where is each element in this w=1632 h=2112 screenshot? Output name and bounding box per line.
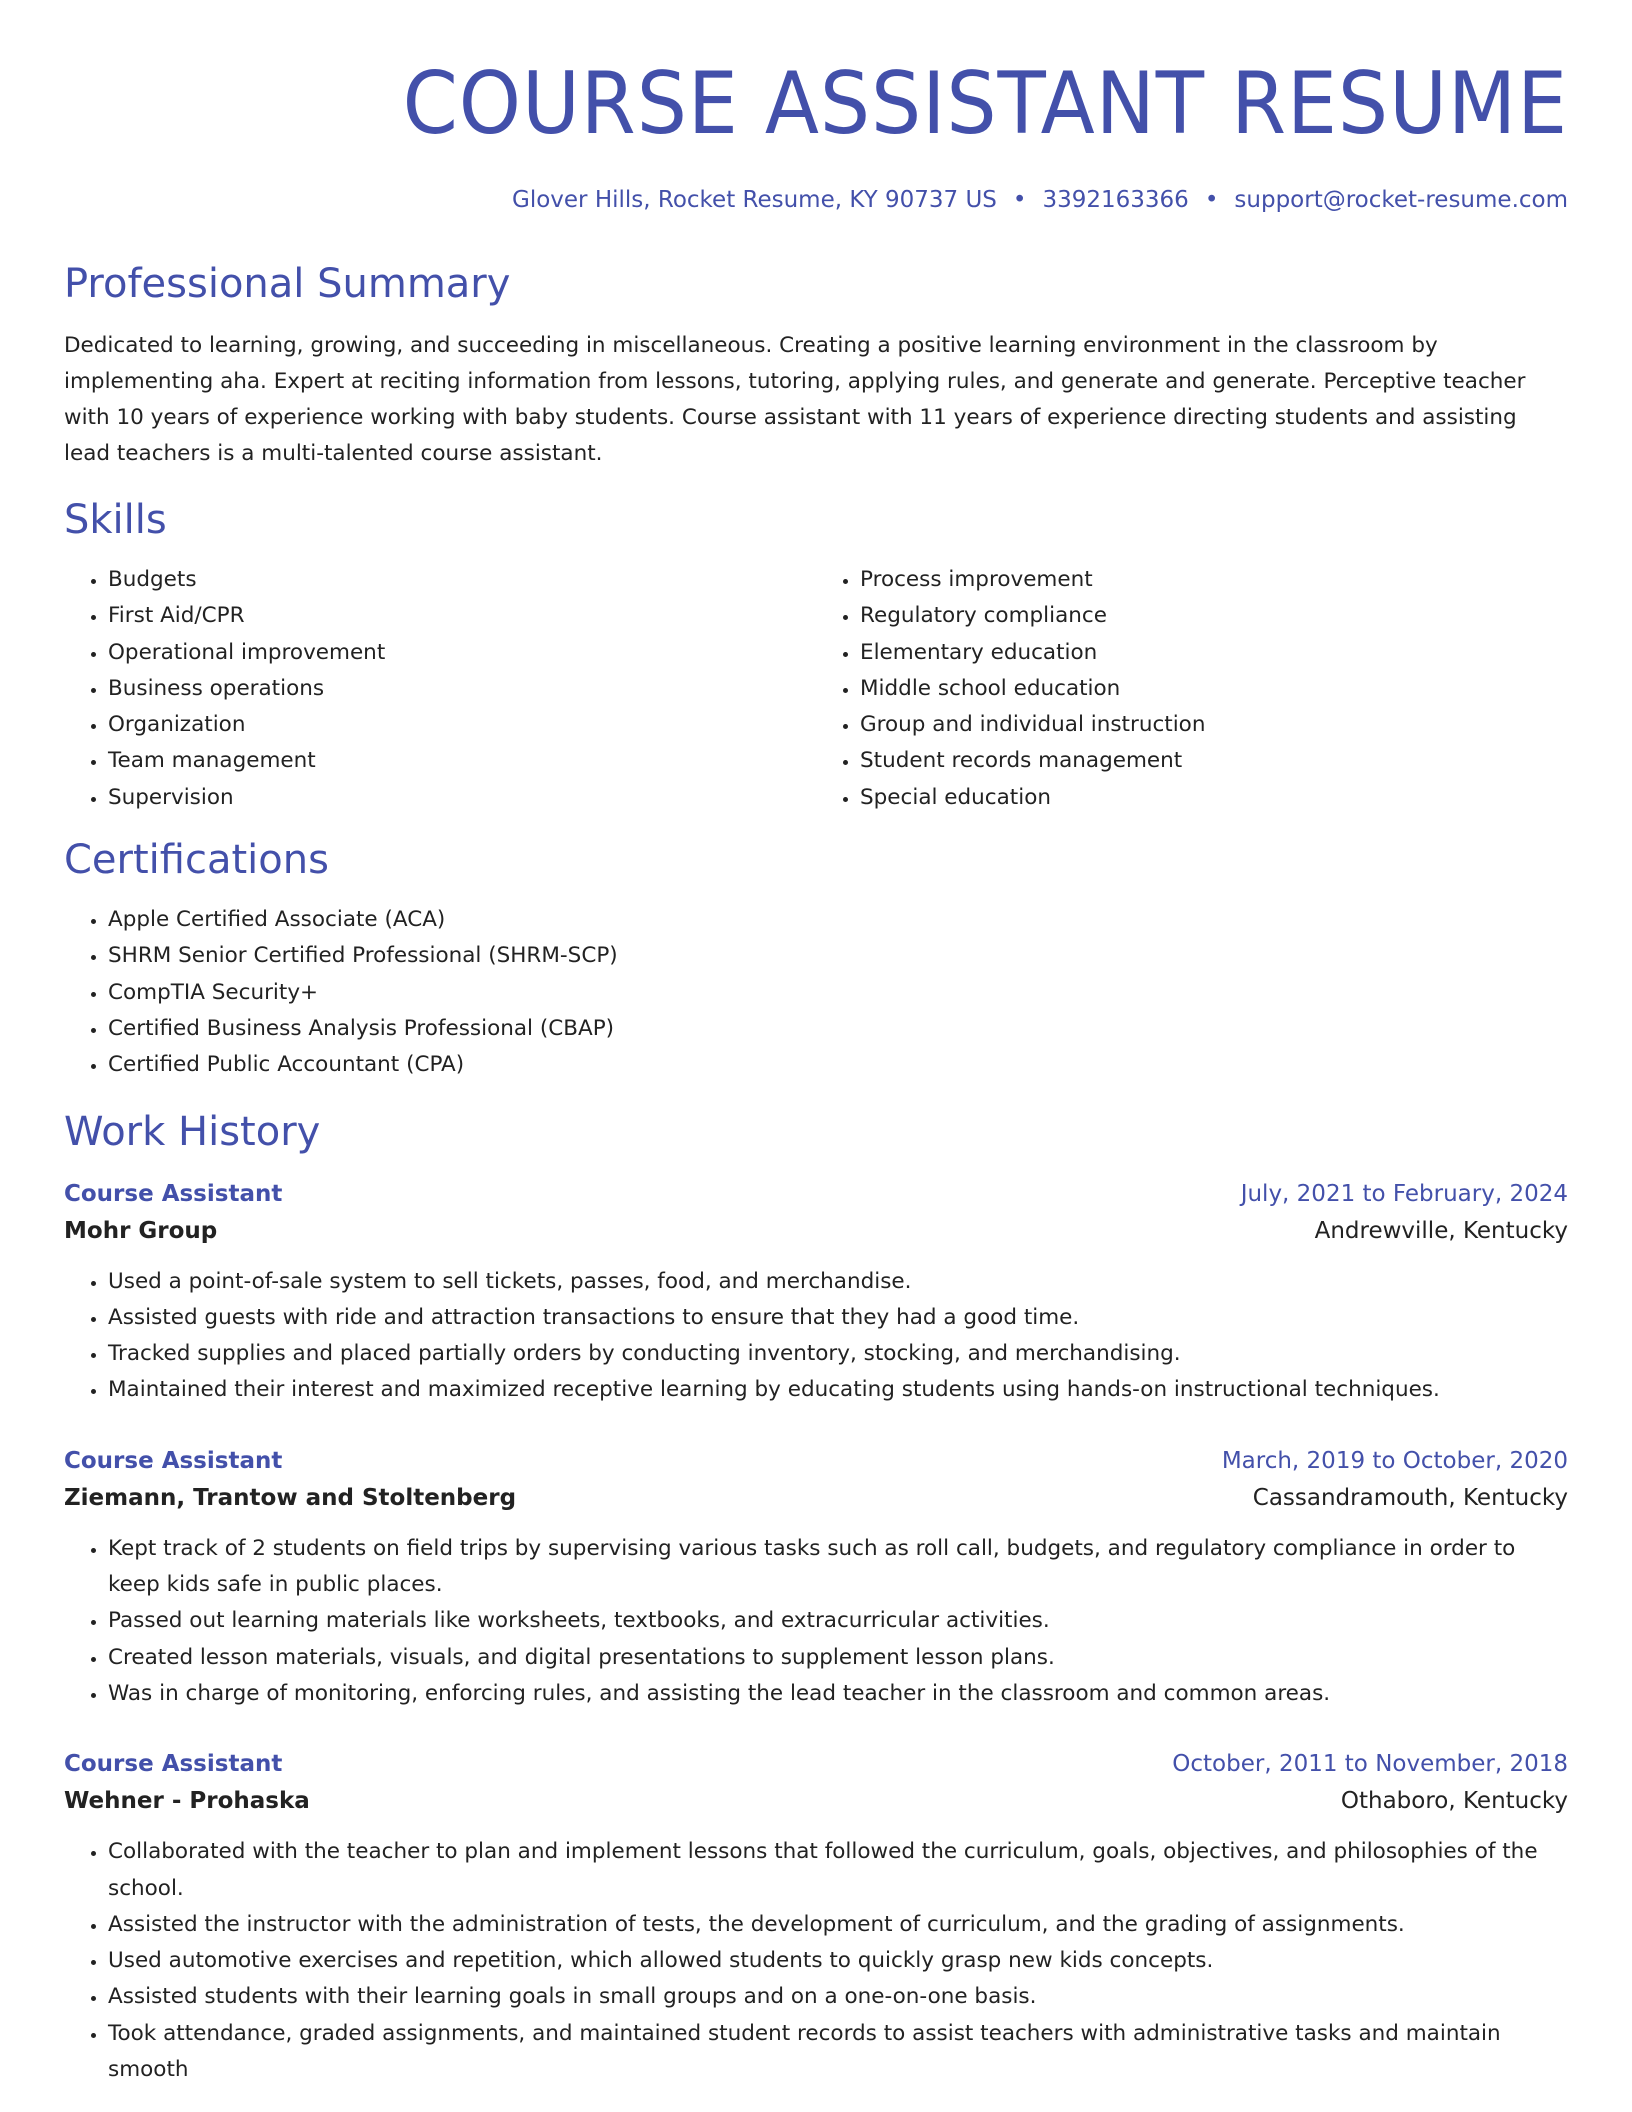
certification-item: • Apple Certified Associate (ACA) [108,902,1568,938]
skill-item: • Regulatory compliance [860,598,1568,634]
work-history-heading: Work History [64,1108,321,1155]
job-location: Andrewville, Kentucky [1314,1217,1568,1244]
job-bullet: • Was in charge of monitoring, enforcing rules, and assisting the lead teacher in the classroom and common areas. [108,1676,1568,1712]
job-header-row [64,1176,1568,1212]
certification-item: • Certified Business Analysis Professional (CBAP) [108,1011,1568,1047]
job-header-row [64,1746,1568,1782]
skill-item: • Budgets [108,562,816,598]
job-bullet: • Tracked supplies and placed partially orders by conducting inventory, stocking, and merchandising. [108,1336,1568,1372]
skill-item: • Group and individual instruction [860,707,1568,743]
job-location: Cassandramouth, Kentucky [1252,1484,1568,1511]
certifications-list [64,902,1568,1083]
job-entry [64,1443,1568,1712]
skills-column-left [64,562,816,816]
contact-phone: 3392163366 [1042,187,1189,213]
skill-item: • Operational improvement [108,635,816,671]
contact-line [64,184,1568,216]
job-bullet: • Assisted guests with ride and attraction transactions to ensure that they had a good time. [108,1300,1568,1336]
job-company-row [64,1782,1568,1820]
skill-item: • Elementary education [860,635,1568,671]
job-company: Ziemann, Trantow and Stoltenberg [64,1484,517,1511]
job-dates: July, 2021 to February, 2024 [1240,1180,1568,1207]
job-title: Course Assistant [64,1180,283,1207]
summary-heading: Professional Summary [64,261,511,307]
contact-separator: • [1204,187,1219,213]
contact-email[interactable]: support@rocket-resume.com [1234,187,1568,213]
skills-column-right [816,562,1568,816]
skills-list [64,562,1568,816]
certification-item: • CompTIA Security+ [108,975,1568,1011]
job-bullet: • Used automotive exercises and repetition, which allowed students to quickly grasp new kids concepts. [108,1943,1568,1979]
job-header-row [64,1443,1568,1479]
job-bullet: • Collaborated with the teacher to plan and implement lessons that followed the curriculum, goals, objectives, and philosophies of the school. [108,1834,1568,1907]
certification-item: • SHRM Senior Certified Professional (SHRM-SCP) [108,938,1568,974]
job-bullet: • Created lesson materials, visuals, and digital presentations to supplement lesson plans. [108,1640,1568,1676]
skill-item: • Business operations [108,671,816,707]
skill-item: • Process improvement [860,562,1568,598]
job-bullet: • Kept track of 2 students on field trips by supervising various tasks such as roll call, budgets, and regulatory compliance in order to keep kids safe in public places. [108,1531,1568,1604]
job-bullets [64,1531,1568,1712]
job-dates: October, 2011 to November, 2018 [1172,1751,1568,1778]
job-entry [64,1746,1568,2088]
resume-title: COURSE ASSISTANT RESUME [402,54,1569,154]
job-bullet: • Passed out learning materials like worksheets, textbooks, and extracurricular activities. [108,1603,1568,1639]
job-bullet: • Assisted students with their learning goals in small groups and on a one-on-one basis. [108,1979,1568,2015]
skill-item: • Middle school education [860,671,1568,707]
contact-address: Glover Hills, Rocket Resume, KY 90737 US [512,187,997,213]
job-company: Mohr Group [64,1217,218,1244]
job-bullet: • Took attendance, graded assignments, and maintained student records to assist teachers with administrative tasks and maintain smooth [108,2016,1568,2089]
contact-separator: • [1012,187,1027,213]
resume-header [64,56,1568,216]
skill-item: • Special education [860,780,1568,816]
job-company-row [64,1479,1568,1517]
job-bullets [64,1264,1568,1409]
job-location: Othaboro, Kentucky [1340,1788,1568,1815]
job-entry [64,1176,1568,1409]
skill-item: • Organization [108,707,816,743]
skill-item: • Student records management [860,743,1568,779]
summary-text: Dedicated to learning, growing, and succeeding in miscellaneous. Creating a positive learning environment in the classroom by implementing aha. Expert at reciting information from lessons, tutoring, applying rules, and generate and generate. Perceptive teacher with 10 years of experience working with baby students. Course assistant with 11 years of experience directing students and assisting lead teachers is a multi-talented course assistant. [64,333,1526,466]
skill-item: • Supervision [108,780,816,816]
skill-item: • Team management [108,743,816,779]
skills-heading: Skills [64,497,167,543]
job-company: Wehner - Prohaska [64,1788,310,1815]
job-company-row [64,1212,1568,1250]
resume-page [64,56,1568,2088]
job-bullet: • Assisted the instructor with the administration of tests, the development of curriculum, and the grading of assignments. [108,1907,1568,1943]
job-title: Course Assistant [64,1447,283,1474]
job-bullets [64,1834,1568,2088]
certifications-heading: Certifications [64,837,329,884]
job-title: Course Assistant [64,1751,283,1778]
job-dates: March, 2019 to October, 2020 [1221,1447,1568,1474]
certification-item: • Certified Public Accountant (CPA) [108,1047,1568,1083]
job-bullet: • Maintained their interest and maximized receptive learning by educating students using hands-on instructional techniques. [108,1372,1568,1408]
skill-item: • First Aid/CPR [108,598,816,634]
job-bullet: • Used a point-of-sale system to sell tickets, passes, food, and merchandise. [108,1264,1568,1300]
